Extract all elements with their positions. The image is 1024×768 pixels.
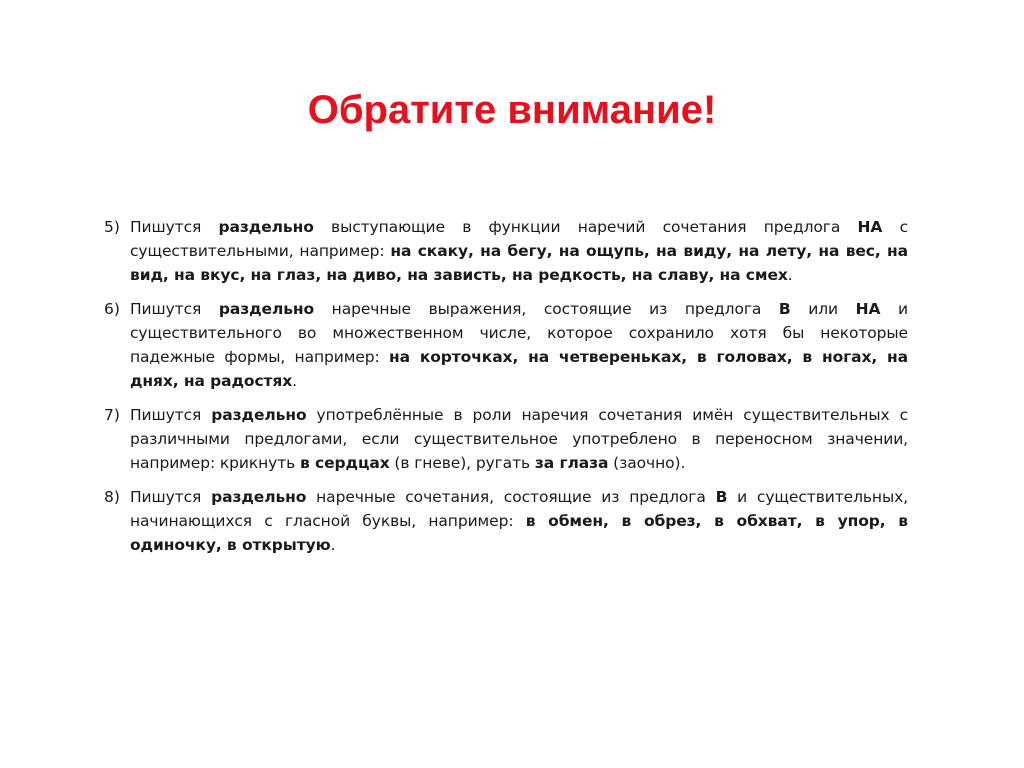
- slide-title: Обратите внимание!: [307, 88, 717, 132]
- rule-segment-bold: раздельно: [218, 300, 315, 318]
- rule-segment: .: [292, 372, 297, 390]
- rule-segment-bold: на корточках, на четвереньках, в головах, в ногах, на днях, на радостях: [130, 348, 909, 390]
- rule-item-8: [104, 485, 908, 557]
- rule-segment: Пишутся: [130, 488, 212, 506]
- rule-text: [130, 485, 908, 557]
- rule-segment: (заочно).: [608, 454, 686, 472]
- rule-segment: и существительного во множественном числе, которое сохранило хотя бы некоторые падежные формы, например:: [130, 300, 908, 366]
- rule-segment-bold: раздельно: [211, 406, 307, 424]
- rule-segment-bold: за глаза: [534, 454, 609, 472]
- rule-segment: Пишутся: [130, 300, 219, 318]
- rule-segment: (в гневе), ругать: [389, 454, 535, 472]
- rule-segment-bold: в сердцах: [300, 454, 390, 472]
- rule-segment: выступающие в функции наречий сочетания предлога: [313, 218, 858, 236]
- rule-item-7: [104, 403, 908, 475]
- rule-segment: Пишутся: [130, 406, 212, 424]
- rule-segment-bold: НА: [855, 300, 881, 318]
- rule-item-5: [104, 215, 908, 287]
- rule-text: [130, 215, 908, 287]
- rule-segment: .: [787, 266, 793, 284]
- rule-segment-bold: на скаку, на бегу, на ощупь, на виду, на лету, на вес, на вид, на вкус, на глаз, на диво, на зависть, на редкость, на славу, на смех: [130, 242, 908, 284]
- rule-segment: Пишутся: [130, 218, 219, 236]
- rule-text: [130, 297, 908, 393]
- rule-segment-bold: в обмен, в обрез, в обхват, в упор, в одиночку, в открытую: [130, 512, 908, 554]
- rule-number: 6): [104, 300, 120, 318]
- rule-item-6: [104, 297, 908, 393]
- rule-segment: и существительных, начинающихся с гласной буквы, например:: [130, 488, 909, 530]
- rule-number: 8): [104, 488, 120, 506]
- rule-segment-bold: НА: [857, 218, 883, 236]
- rule-segment: с существительными, например:: [130, 218, 909, 260]
- rule-segment: употреблённые в роли наречия сочетания имён существительных с различными предлогами, если существительное употреблено в переносном значении, например: крикнуть: [130, 406, 908, 472]
- rule-segment: наречные выражения, состоящие из предлога: [314, 300, 779, 318]
- rule-segment: или: [790, 300, 856, 318]
- rule-number: 7): [104, 406, 120, 424]
- rule-number: 5): [104, 218, 120, 236]
- rule-segment-bold: В: [778, 300, 791, 318]
- rule-segment: .: [330, 536, 336, 554]
- rule-segment-bold: раздельно: [218, 218, 314, 236]
- rule-segment-bold: раздельно: [211, 488, 307, 506]
- rule-text: [130, 403, 908, 475]
- rule-segment-bold: В: [715, 488, 728, 506]
- rules-list: [104, 215, 908, 567]
- rule-segment: наречные сочетания, состоящие из предлога: [306, 488, 716, 506]
